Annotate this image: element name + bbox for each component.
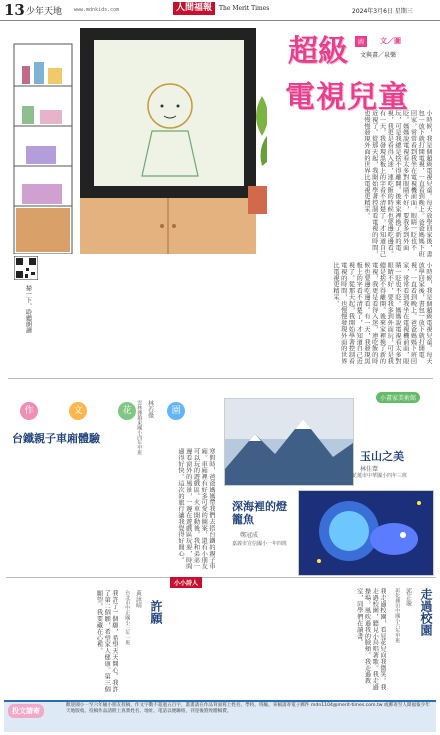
art-tag: 小畫家美術館 — [376, 392, 420, 403]
footer-text: 歡迎國小一至六年級小朋友投稿，作文字數不超過五百字，畫畫請在作品背面寫上姓名、學校、班級。來稿請寄電子郵件 mdn1104@merit-times.com.tw 或郵寄至人間福報少年天地版收。投稿作品請附上真實姓名、地址、電話以便聯絡，刊登後將致贈稿費。 — [66, 703, 430, 715]
site-url: www.mdnkids.com — [74, 7, 120, 13]
bubble: 花 — [118, 402, 136, 420]
qr-code-icon[interactable] — [14, 256, 38, 280]
section-name: 少年天地 — [26, 7, 63, 17]
section-bubbles — [20, 398, 185, 420]
page-number: 13 — [4, 1, 25, 19]
fish-title: 深海裡的燈籠魚 — [232, 500, 287, 527]
poem-divider — [6, 577, 436, 578]
wish-author: 黃詠晴 — [134, 590, 142, 608]
feature-author: 文與畫／泉樂 — [360, 52, 397, 59]
bubble: 文 — [69, 402, 87, 420]
walk-title: 走過校園 — [419, 588, 433, 636]
walk-body: 我走過校園，看見花兒向我微笑。我走過校園，聽見小鳥唱著歌。我走過操場，風吹過我的臉頰。我走過教室，同學們在讀書。 — [355, 588, 386, 691]
fish-painting — [298, 490, 434, 576]
poem-header: 小小詩人 — [170, 577, 202, 588]
train-author: 林若薇 — [146, 400, 154, 418]
wish-title: 許願 — [149, 600, 163, 624]
qr-caption: 掃一下，聆聽朗讀 — [24, 285, 32, 333]
footer-tag: 投文請寄 — [8, 704, 44, 718]
feature-body-lower: 小時候，我是個超級電視兒童。每天放學回家後，書包一放下就打開電視，一直看到晚上。爸爸媽媽下班回家，常常看到我坐在電視機前面，眼睛一眨也不眨。媽媽說電視看太多對眼睛不好，要我多到外面玩，可是我總是捨不得離開。後來家裡換了新的電視，我更是看得入迷，連吃飯的時候也要邊吃邊看。有一天，我發現黑板上的字看不清楚了，才知道自己近視了。從那天起，我開始學著控制看電視的時間，也慢慢發現外面的世界比電視更精采。 — [332, 262, 432, 365]
mountain-author: 林佳葦 — [360, 466, 379, 473]
walk-author: 郭芷璇 — [404, 588, 412, 606]
bubble: 作 — [20, 402, 38, 420]
train-school: 雲林縣鎮東國小四年甲班 — [136, 400, 143, 455]
bubble: 園 — [167, 402, 185, 420]
walk-school: 彰化縣田中國小六年甲班 — [394, 588, 401, 643]
feature-column: 文／圖 — [380, 37, 401, 45]
issue-date: 2024年3月6日 星期三 — [352, 8, 413, 15]
wish-body: 我許了一個願，希望天天開心。我許了第二個願，希望家人健康。第三個願望，我要藏在心裡。 — [95, 590, 118, 693]
tv-illustration — [12, 26, 267, 254]
train-title: 台鐵親子車廂體驗 — [12, 432, 100, 445]
feature-title-line2: 電視兒童 — [285, 80, 409, 115]
fish-author: 鄭冠成 — [240, 532, 259, 539]
mountain-school: 花蓮市中華國小四年三班 — [352, 473, 408, 479]
fish-school: 嘉義市宣信國小一年四班 — [232, 541, 288, 547]
train-body: 寒假時，爸爸媽媽帶我們去搭台鐵的親子車廂。車廂裡有好多可愛的圖案，還有小朋友可以玩的遊戲區。火車開動後，我和弟弟一邊看窗外的風景，一邊在遊戲區玩耍，時間過得好快。這次的旅行讓我覺得好開心。 — [177, 448, 215, 570]
feature-title-line1: 超級 — [288, 34, 348, 69]
mountain-title: 玉山之美 — [360, 450, 404, 463]
feature-body-upper: 小時候，我是個超級電視兒童。每天放學回家後，書包一放下就打開電視，一直看到晚上。爸爸媽媽下班回家，常常看到我坐在電視機前面，眼睛一眨也不眨。媽媽說電視看太多對眼睛不好，要我多到外面玩，可是我總是捨不得離開。後來家裡換了新的電視，我更是看得入迷，連吃飯的時候也要邊吃邊看。有一天，我發現黑板上的字看不清楚了，才知道自己近視了。從那天起，我開始學著控制看電視的時間，也慢慢發現外面的世界比電視更精采。 — [363, 110, 432, 258]
mountain-painting — [224, 398, 354, 486]
masthead-en: The Merit Times — [219, 5, 270, 12]
wish-school: 台北市中正國小三年一班 — [124, 590, 131, 645]
masthead-logo: 人間福報 — [173, 2, 215, 15]
section-divider — [8, 378, 433, 379]
feature-tag: 圖 — [355, 36, 367, 47]
